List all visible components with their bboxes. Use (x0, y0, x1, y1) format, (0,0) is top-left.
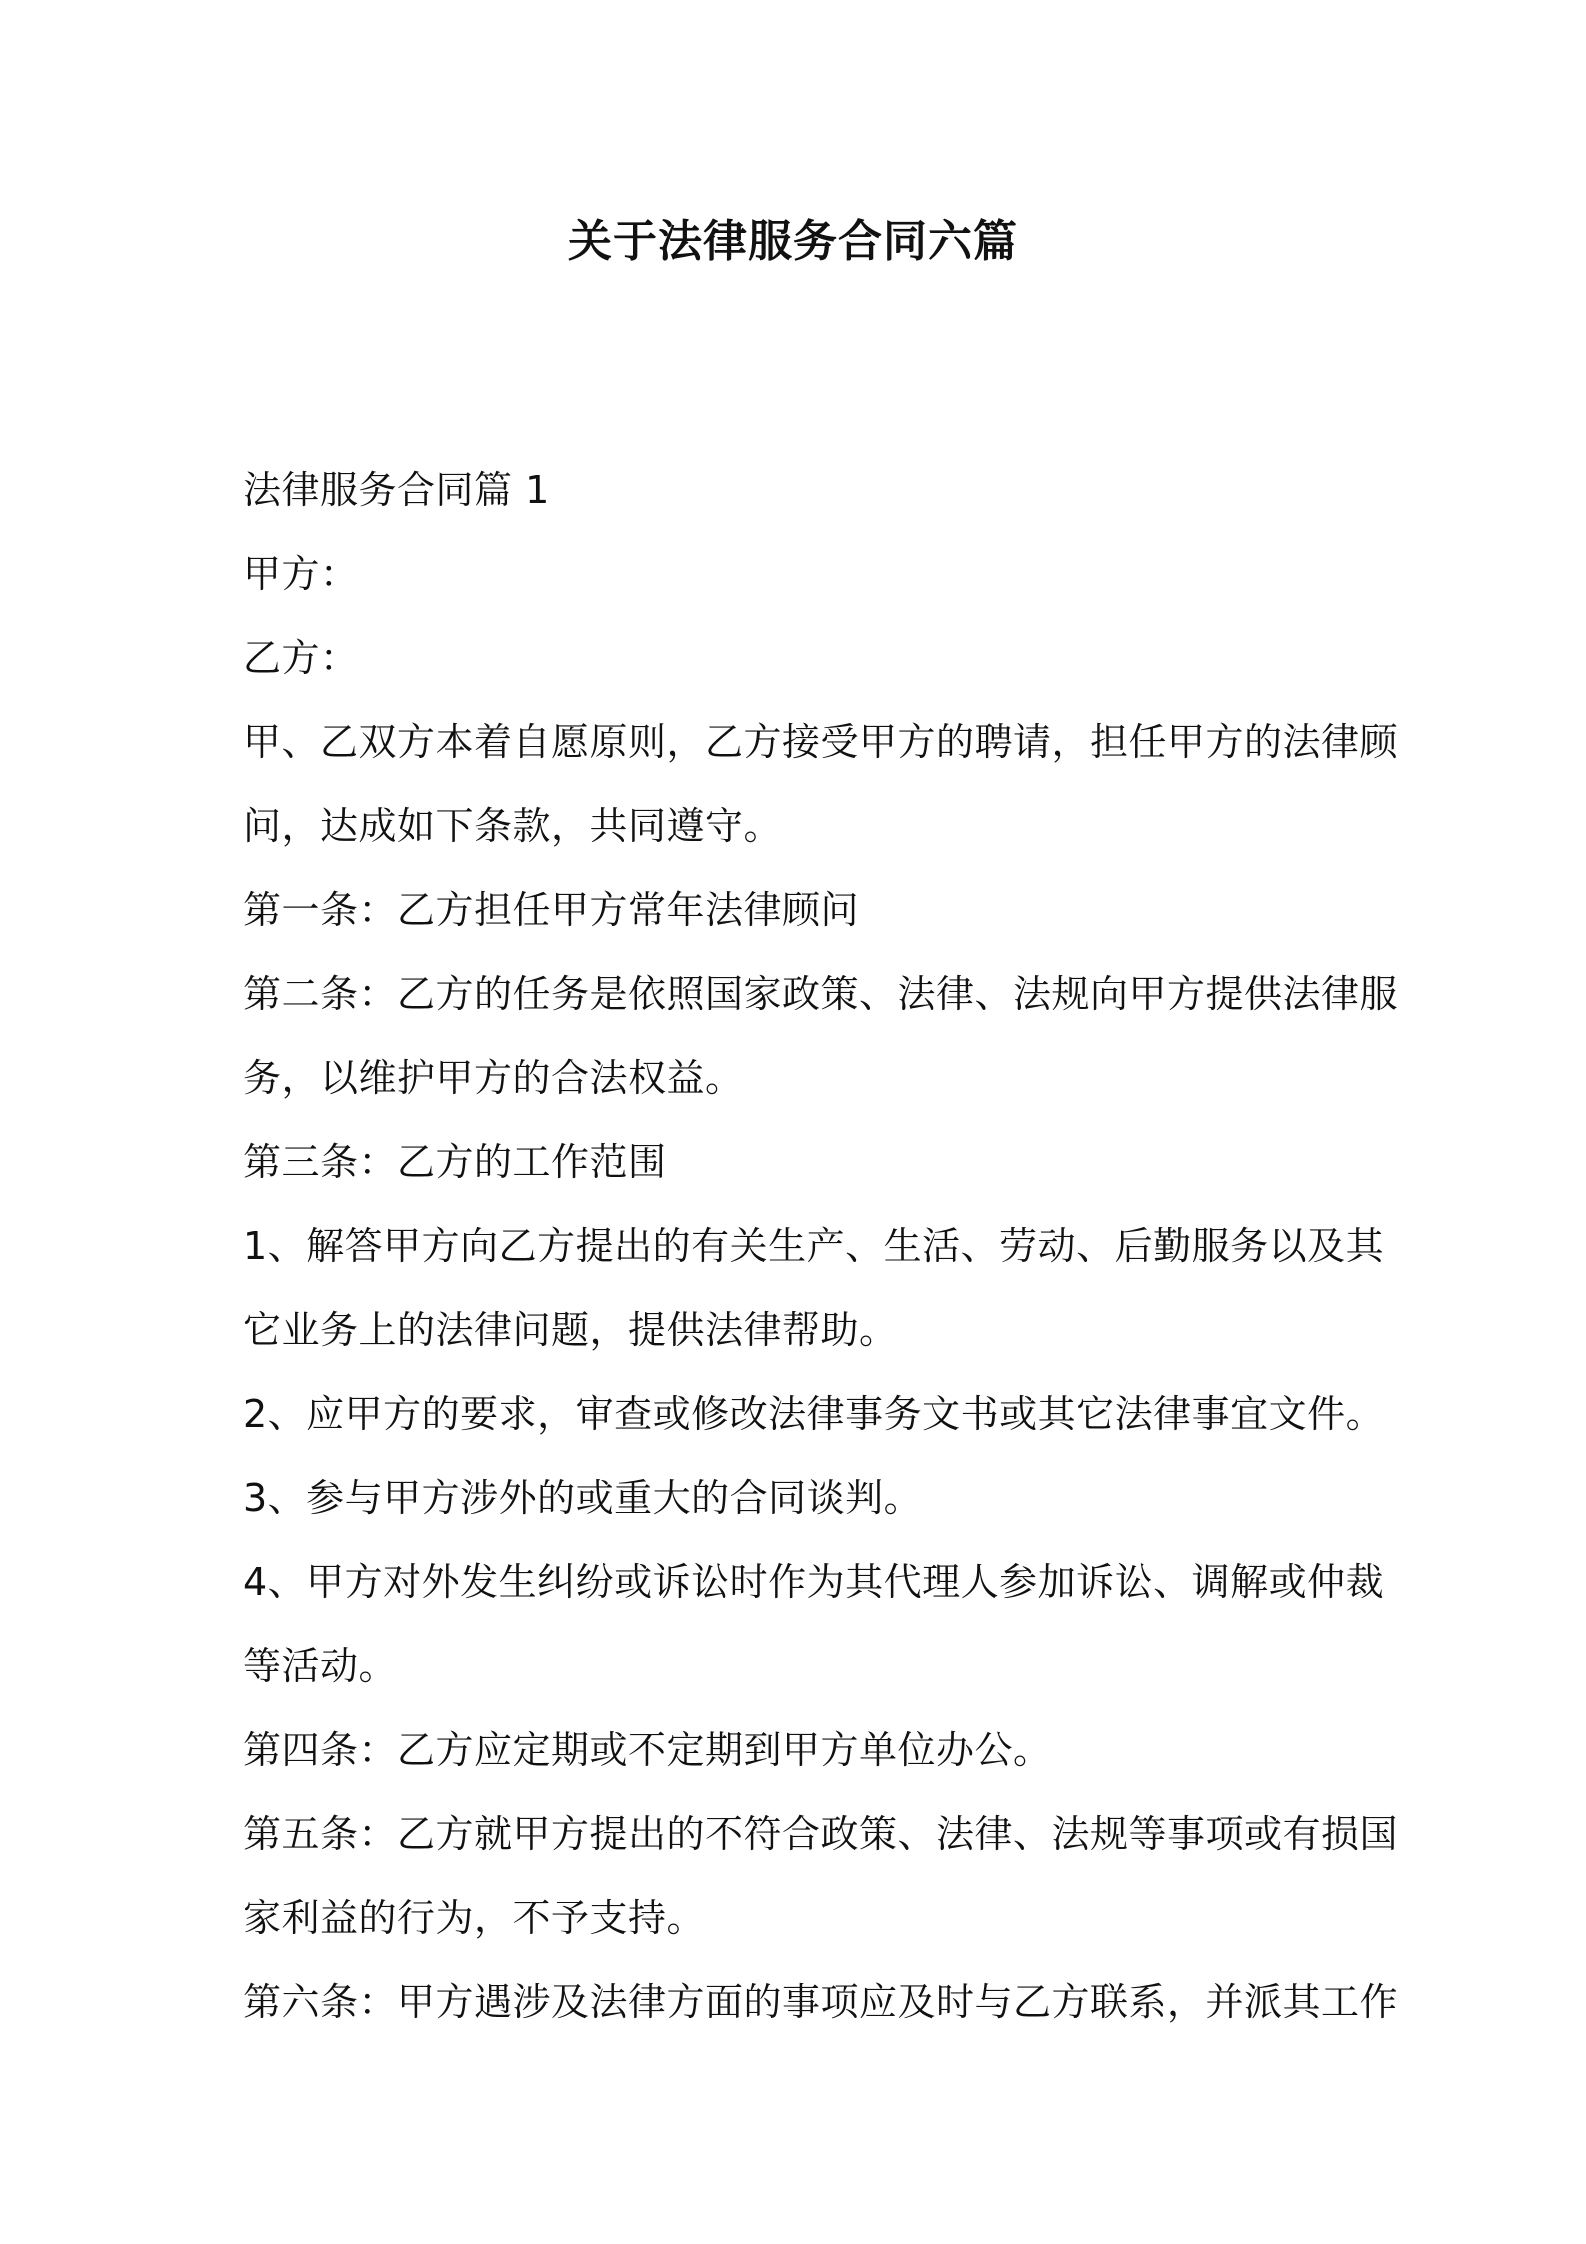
list-item-line: 3、参与甲方涉外的或重大的合同谈判。 (243, 1476, 923, 1520)
list-item-line: 4、甲方对外发生纠纷或诉讼时作为其代理人参加诉讼、调解或仲裁 (243, 1560, 1385, 1604)
party-a-line: 甲方： (243, 552, 359, 596)
article-line: 第二条：乙方的任务是依照国家政策、法律、法规向甲方提供法律服 (243, 972, 1399, 1016)
list-item-line: 1、解答甲方向乙方提出的有关生产、生活、劳动、后勤服务以及其 (243, 1224, 1385, 1268)
text-line: 甲、乙双方本着自愿原则，乙方接受甲方的聘请，担任甲方的法律顾 (243, 720, 1399, 764)
article-line: 第六条：甲方遇涉及法律方面的事项应及时与乙方联系，并派其工作 (243, 1980, 1399, 2024)
document-body (243, 448, 1399, 2044)
document-title: 关于法律服务合同六篇 (568, 216, 1018, 267)
text-line: 问，达成如下条款，共同遵守。 (243, 804, 783, 848)
section-heading: 法律服务合同篇 1 (243, 468, 550, 512)
article-line: 第三条：乙方的工作范围 (243, 1140, 667, 1184)
text-line: 它业务上的法律问题，提供法律帮助。 (243, 1308, 898, 1352)
text-line: 等活动。 (243, 1644, 398, 1688)
list-item-line: 2、应甲方的要求，审查或修改法律事务文书或其它法律事宜文件。 (243, 1392, 1385, 1436)
article-line: 第四条：乙方应定期或不定期到甲方单位办公。 (243, 1728, 1052, 1772)
text-line: 家利益的行为，不予支持。 (243, 1896, 706, 1940)
article-line: 第一条：乙方担任甲方常年法律顾问 (243, 888, 860, 932)
party-b-line: 乙方： (243, 636, 359, 680)
text-line: 务，以维护甲方的合法权益。 (243, 1056, 744, 1100)
article-line: 第五条：乙方就甲方提出的不符合政策、法律、法规等事项或有损国 (243, 1812, 1399, 1856)
